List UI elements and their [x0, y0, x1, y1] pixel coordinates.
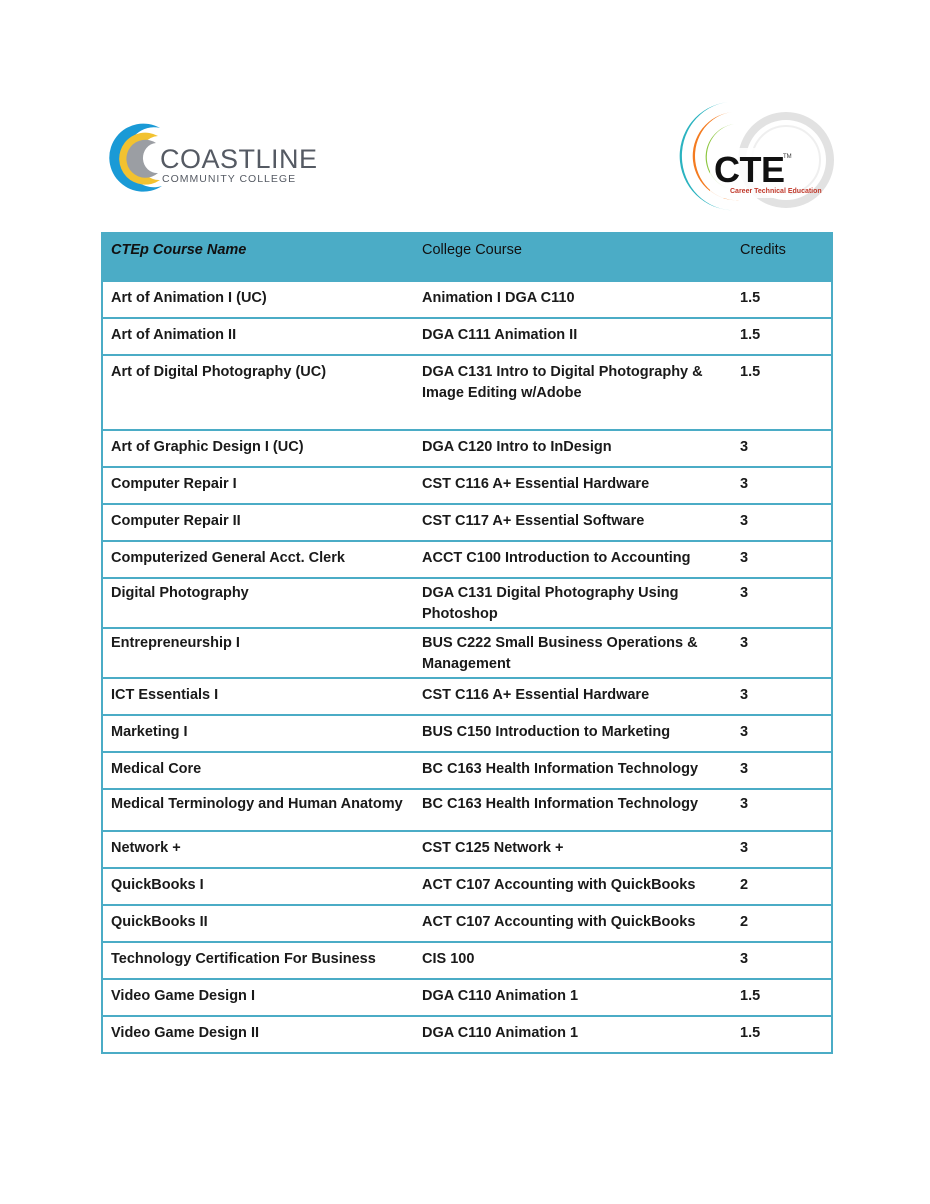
credits-cell: 3: [732, 628, 832, 678]
course-name-cell: Art of Animation II: [102, 318, 414, 355]
course-name-cell: Marketing I: [102, 715, 414, 752]
college-course-cell: DGA C120 Intro to InDesign: [414, 430, 732, 467]
course-name-cell: QuickBooks I: [102, 868, 414, 905]
college-course-cell: CIS 100: [414, 942, 732, 979]
credits-cell: 3: [732, 831, 832, 868]
course-name-cell: Art of Digital Photography (UC): [102, 355, 414, 430]
credits-cell: 3: [732, 942, 832, 979]
credits-cell: 3: [732, 467, 832, 504]
cte-logo-trademark: TM: [783, 154, 792, 160]
credits-cell: 2: [732, 868, 832, 905]
college-course-cell: ACT C107 Accounting with QuickBooks: [414, 905, 732, 942]
course-name-cell: ICT Essentials I: [102, 678, 414, 715]
course-name-cell: Medical Terminology and Human Anatomy: [102, 789, 414, 831]
header-course-name: CTEp Course Name: [102, 233, 414, 281]
course-name-cell: Technology Certification For Business: [102, 942, 414, 979]
college-course-cell: BUS C222 Small Business Operations & Management: [414, 628, 732, 678]
college-course-cell: DGA C131 Intro to Digital Photography & Image Editing w/Adobe: [414, 355, 732, 430]
credits-cell: 3: [732, 504, 832, 541]
table-header-row: [102, 233, 832, 281]
course-name-cell: Video Game Design II: [102, 1016, 414, 1053]
cte-logo-title: CTE: [714, 149, 785, 190]
credits-cell: 1.5: [732, 1016, 832, 1053]
college-course-cell: DGA C110 Animation 1: [414, 979, 732, 1016]
coastline-logo: [98, 116, 318, 196]
college-course-cell: ACCT C100 Introduction to Accounting: [414, 541, 732, 578]
college-course-cell: DGA C111 Animation II: [414, 318, 732, 355]
header-college-course: College Course: [414, 233, 732, 281]
credits-cell: 3: [732, 789, 832, 831]
table-row: [102, 578, 832, 628]
cte-logo: [666, 94, 834, 220]
table-row: [102, 281, 832, 318]
table-row: [102, 541, 832, 578]
table-row: [102, 430, 832, 467]
credits-cell: 1.5: [732, 318, 832, 355]
course-name-cell: QuickBooks II: [102, 905, 414, 942]
table-row: [102, 678, 832, 715]
credits-cell: 1.5: [732, 281, 832, 318]
table-row: [102, 831, 832, 868]
college-course-cell: ACT C107 Accounting with QuickBooks: [414, 868, 732, 905]
course-name-cell: Medical Core: [102, 752, 414, 789]
college-course-cell: DGA C131 Digital Photography Using Photoshop: [414, 578, 732, 628]
course-name-cell: Art of Animation I (UC): [102, 281, 414, 318]
credits-cell: 3: [732, 752, 832, 789]
table-row: [102, 942, 832, 979]
credits-cell: 3: [732, 578, 832, 628]
college-course-cell: Animation I DGA C110: [414, 281, 732, 318]
table-row: [102, 715, 832, 752]
credits-cell: 3: [732, 430, 832, 467]
table-row: [102, 318, 832, 355]
table-row: [102, 355, 832, 430]
credits-cell: 1.5: [732, 979, 832, 1016]
table-row: [102, 1016, 832, 1053]
table-row: [102, 628, 832, 678]
course-name-cell: Digital Photography: [102, 578, 414, 628]
table-row: [102, 905, 832, 942]
credits-cell: 3: [732, 678, 832, 715]
college-course-cell: BC C163 Health Information Technology: [414, 752, 732, 789]
course-table: [101, 232, 833, 1054]
college-course-cell: CST C117 A+ Essential Software: [414, 504, 732, 541]
table-row: [102, 467, 832, 504]
credits-cell: 2: [732, 905, 832, 942]
coastline-logo-subtitle: COMMUNITY COLLEGE: [162, 173, 297, 185]
header-credits: Credits: [732, 233, 832, 281]
table-row: [102, 789, 832, 831]
coastline-logo-title: COASTLINE: [160, 144, 318, 174]
course-name-cell: Computer Repair II: [102, 504, 414, 541]
course-name-cell: Art of Graphic Design I (UC): [102, 430, 414, 467]
table-row: [102, 979, 832, 1016]
table-row: [102, 752, 832, 789]
table-row: [102, 504, 832, 541]
course-name-cell: Network +: [102, 831, 414, 868]
college-course-cell: CST C125 Network +: [414, 831, 732, 868]
credits-cell: 1.5: [732, 355, 832, 430]
college-course-cell: BC C163 Health Information Technology: [414, 789, 732, 831]
course-name-cell: Entrepreneurship I: [102, 628, 414, 678]
college-course-cell: CST C116 A+ Essential Hardware: [414, 678, 732, 715]
credits-cell: 3: [732, 715, 832, 752]
course-name-cell: Video Game Design I: [102, 979, 414, 1016]
college-course-cell: BUS C150 Introduction to Marketing: [414, 715, 732, 752]
college-course-cell: DGA C110 Animation 1: [414, 1016, 732, 1053]
credits-cell: 3: [732, 541, 832, 578]
cte-logo-subtitle: Career Technical Education: [730, 188, 822, 195]
college-course-cell: CST C116 A+ Essential Hardware: [414, 467, 732, 504]
course-name-cell: Computerized General Acct. Clerk: [102, 541, 414, 578]
course-name-cell: Computer Repair I: [102, 467, 414, 504]
table-row: [102, 868, 832, 905]
